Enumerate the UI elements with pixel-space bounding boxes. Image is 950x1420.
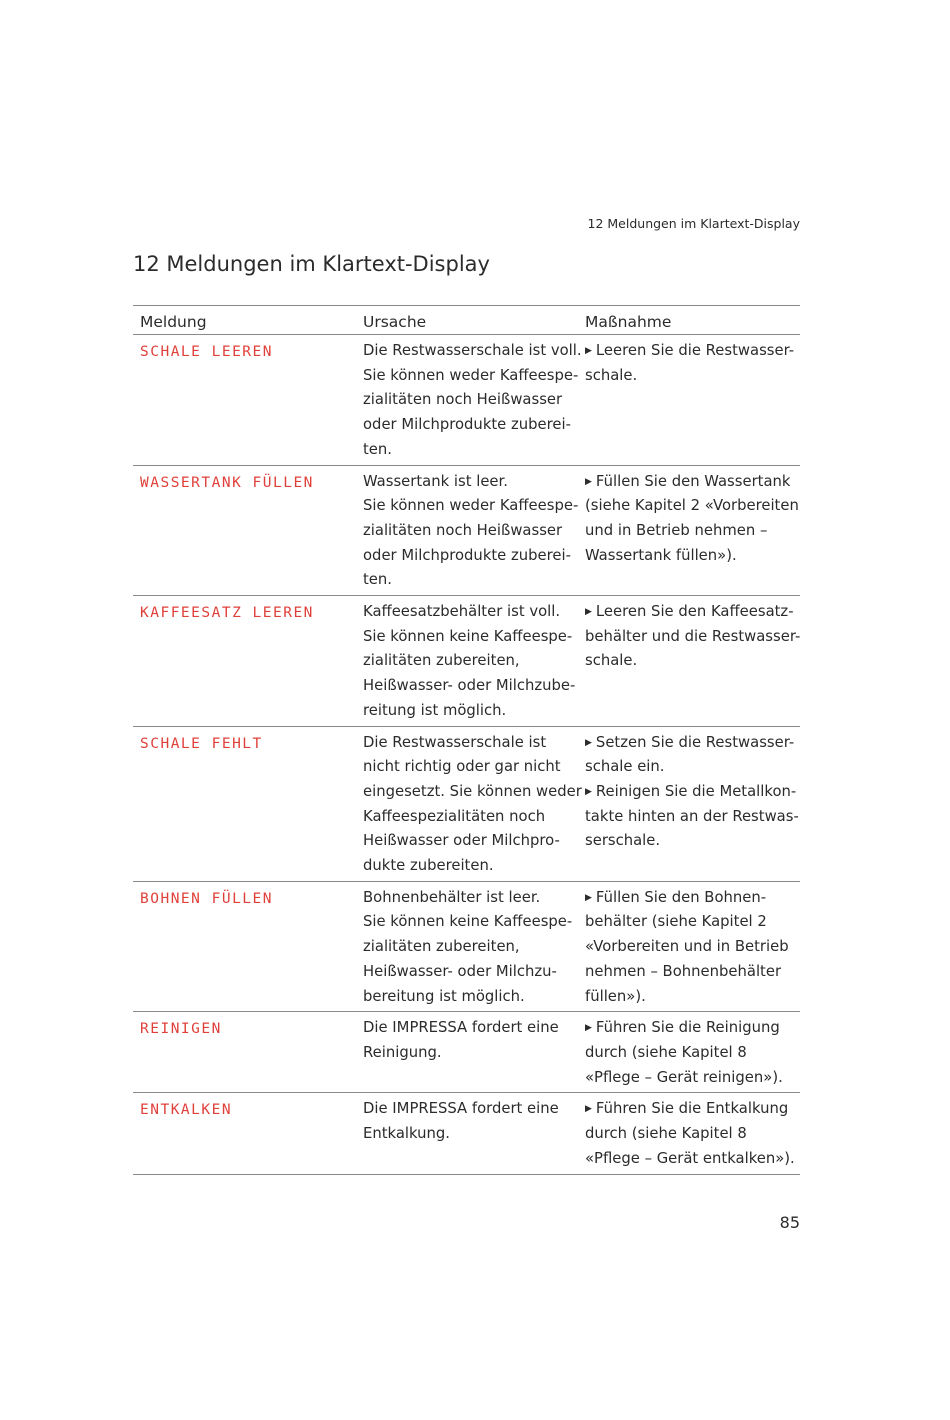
cause-line: oder Milchprodukte zuberei- xyxy=(363,546,571,564)
display-message: BOHNEN FÜLLEN xyxy=(140,890,273,907)
table-header-row xyxy=(133,306,800,335)
action-text: «Pflege – Gerät reinigen»). xyxy=(585,1068,783,1086)
table-row xyxy=(133,466,800,597)
cause-line: oder Milchprodukte zuberei- xyxy=(363,416,571,434)
cause-line: Kaffeesatzbehälter ist voll. xyxy=(363,603,561,621)
cause-line: Die IMPRESSA fordert eine xyxy=(363,1019,559,1037)
action-text: «Vorbereiten und in Betrieb xyxy=(585,938,789,956)
cause-line: reitung ist möglich. xyxy=(363,701,507,719)
cause-line: Die Restwasserschale ist voll. xyxy=(363,342,582,359)
cause-cell xyxy=(363,1016,585,1090)
action-cell xyxy=(585,1016,800,1090)
triangle-right-icon: ▶ xyxy=(585,786,592,797)
action-line xyxy=(585,519,800,544)
triangle-right-icon: ▶ xyxy=(585,1023,592,1034)
column-header-massnahme: Maßnahme xyxy=(585,313,672,331)
action-line xyxy=(585,910,800,935)
action-line xyxy=(585,649,800,674)
action-line xyxy=(585,600,800,625)
action-cell xyxy=(585,1097,800,1171)
cause-line: zialitäten zubereiten, xyxy=(363,652,520,670)
action-text: Füllen Sie den Bohnen- xyxy=(595,888,767,906)
cause-line: ten. xyxy=(363,440,392,458)
action-text: füllen»). xyxy=(585,987,646,1005)
action-text: behälter (siehe Kapitel 2 xyxy=(585,913,767,931)
action-line xyxy=(585,935,800,960)
action-text: (siehe Kapitel 2 «Vorbereiten xyxy=(585,497,799,515)
cause-line: dukte zubereiten. xyxy=(363,857,494,875)
action-line xyxy=(585,339,800,364)
action-text: Leeren Sie die Restwasser- xyxy=(595,342,795,359)
action-text: schale ein. xyxy=(585,758,665,776)
action-text: Leeren Sie den Kaffeesatz- xyxy=(595,603,794,621)
action-text: und in Betrieb nehmen – xyxy=(585,521,768,539)
action-line xyxy=(585,494,800,519)
cause-line: Entkalkung. xyxy=(363,1125,450,1143)
table-row xyxy=(133,1012,800,1093)
cause-cell xyxy=(363,731,585,879)
table-row xyxy=(133,727,800,882)
triangle-right-icon: ▶ xyxy=(585,476,592,487)
cause-line: Kaffeespezialitäten noch xyxy=(363,807,546,825)
cause-line: Bohnenbehälter ist leer. xyxy=(363,888,541,906)
cause-line: Sie können weder Kaffeespe- xyxy=(363,366,579,384)
action-line xyxy=(585,755,800,780)
action-cell xyxy=(585,886,800,1010)
action-line xyxy=(585,1097,800,1122)
action-line xyxy=(585,886,800,911)
table-row xyxy=(133,335,800,466)
action-text: Führen Sie die Entkalkung xyxy=(595,1100,789,1118)
action-line xyxy=(585,364,800,389)
action-text: behälter und die Restwasser- xyxy=(585,627,801,645)
cause-line: eingesetzt. Sie können weder xyxy=(363,782,582,800)
action-line xyxy=(585,829,800,854)
triangle-right-icon: ▶ xyxy=(585,1104,592,1115)
action-text: nehmen – Bohnenbehälter xyxy=(585,962,782,980)
cause-line: Die IMPRESSA fordert eine xyxy=(363,1100,559,1118)
action-text: «Pflege – Gerät entkalken»). xyxy=(585,1149,795,1167)
action-line xyxy=(585,1122,800,1147)
action-text: durch (siehe Kapitel 8 xyxy=(585,1043,747,1061)
column-header-meldung: Meldung xyxy=(140,313,207,331)
triangle-right-icon: ▶ xyxy=(585,892,592,903)
display-message: WASSERTANK FÜLLEN xyxy=(140,474,314,491)
cause-line: zialitäten noch Heißwasser xyxy=(363,391,563,409)
cause-cell xyxy=(363,1097,585,1171)
triangle-right-icon: ▶ xyxy=(585,607,592,618)
action-line xyxy=(585,625,800,650)
action-line xyxy=(585,985,800,1010)
cause-line: nicht richtig oder gar nicht xyxy=(363,758,561,776)
cause-line: Heißwasser oder Milchpro- xyxy=(363,832,560,850)
cause-cell xyxy=(363,600,585,724)
column-header-ursache: Ursache xyxy=(363,313,427,331)
action-cell xyxy=(585,339,800,463)
action-cell xyxy=(585,600,800,724)
action-text: serschale. xyxy=(585,832,661,850)
table-row xyxy=(133,882,800,1013)
triangle-right-icon: ▶ xyxy=(585,346,592,356)
action-text: schale. xyxy=(585,652,638,670)
table-row xyxy=(133,1093,800,1174)
display-message: SCHALE LEEREN xyxy=(140,344,273,360)
action-cell xyxy=(585,470,800,594)
table-body xyxy=(133,335,800,1175)
page-title: 12 Meldungen im Klartext-Display xyxy=(133,252,490,276)
cause-line: Sie können keine Kaffeespe- xyxy=(363,627,573,645)
action-text: takte hinten an der Restwas- xyxy=(585,807,799,825)
action-line xyxy=(585,1066,800,1091)
action-cell xyxy=(585,731,800,879)
running-header: 12 Meldungen im Klartext-Display xyxy=(587,216,800,231)
cause-line: Sie können keine Kaffeespe- xyxy=(363,913,573,931)
action-text: Führen Sie die Reinigung xyxy=(595,1019,780,1037)
cause-line: Heißwasser- oder Milchzube- xyxy=(363,677,576,695)
cause-cell xyxy=(363,886,585,1010)
cause-line: Sie können weder Kaffeespe- xyxy=(363,497,579,515)
action-line xyxy=(585,780,800,805)
cause-cell xyxy=(363,470,585,594)
triangle-right-icon: ▶ xyxy=(585,737,592,748)
action-text: Reinigen Sie die Metallkon- xyxy=(595,782,797,800)
cause-line: Heißwasser- oder Milchzu- xyxy=(363,962,557,980)
cause-line: Die Restwasserschale ist xyxy=(363,733,547,751)
cause-cell xyxy=(363,339,585,463)
action-line xyxy=(585,544,800,569)
cause-line: zialitäten noch Heißwasser xyxy=(363,521,563,539)
action-line xyxy=(585,805,800,830)
action-line xyxy=(585,1016,800,1041)
cause-line: Wassertank ist leer. xyxy=(363,472,508,490)
table-row xyxy=(133,596,800,727)
action-line xyxy=(585,960,800,985)
action-line xyxy=(585,1147,800,1172)
cause-line: bereitung ist möglich. xyxy=(363,987,525,1005)
display-message: REINIGEN xyxy=(140,1021,222,1038)
action-text: schale. xyxy=(585,366,638,384)
action-text: Wassertank füllen»). xyxy=(585,546,737,564)
action-line xyxy=(585,731,800,756)
cause-line: Reinigung. xyxy=(363,1043,442,1061)
action-line xyxy=(585,1041,800,1066)
action-text: durch (siehe Kapitel 8 xyxy=(585,1125,747,1143)
cause-line: zialitäten zubereiten, xyxy=(363,938,520,956)
display-message: SCHALE FEHLT xyxy=(140,735,263,752)
cause-line: ten. xyxy=(363,571,392,589)
page-number: 85 xyxy=(779,1213,800,1232)
action-line xyxy=(585,470,800,495)
display-message: ENTKALKEN xyxy=(140,1102,233,1119)
display-message: KAFFEESATZ LEEREN xyxy=(140,605,314,622)
action-text: Setzen Sie die Restwasser- xyxy=(595,733,795,751)
action-text: Füllen Sie den Wassertank xyxy=(595,472,791,490)
messages-table xyxy=(133,305,800,1175)
